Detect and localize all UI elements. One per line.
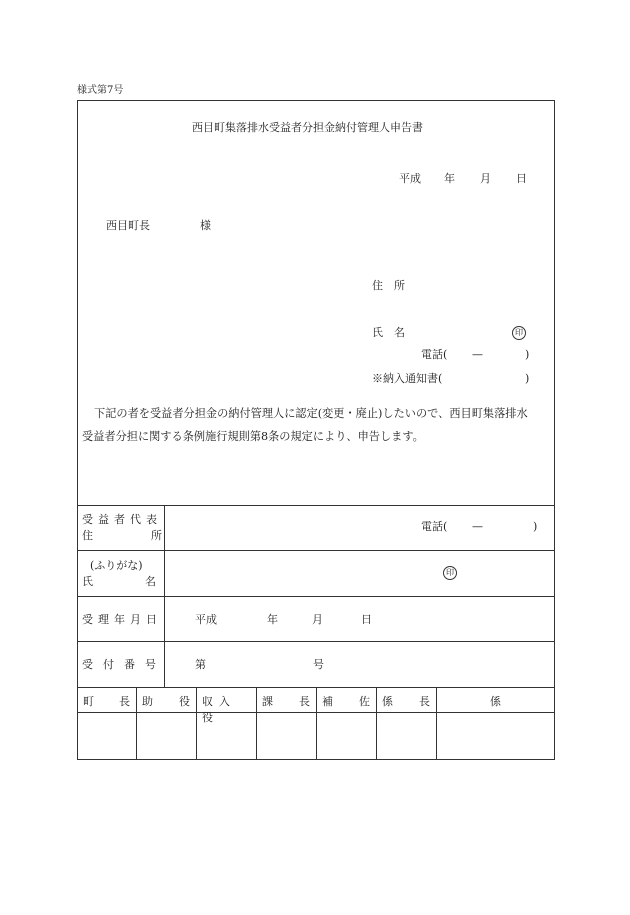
approval-label-deputy [136, 693, 196, 707]
furigana-label: (ふりがな) [90, 559, 143, 572]
applicant-phone-close: ) [525, 348, 530, 361]
approval-label-treasurer [196, 693, 256, 724]
name-seal-icon: 印 [443, 566, 457, 580]
applicant-address-label: 住 所 [372, 279, 405, 292]
notice-label: ※納入通知書( [372, 372, 443, 385]
body-line-1: 下記の者を受益者分担金の納付管理人に認定(変更・廃止)したいので、西目町集落排水 [94, 407, 528, 420]
approval-label-right: 長 [119, 695, 130, 708]
approval-label-left: 課 [262, 695, 273, 708]
approval-label-right: 役 [179, 695, 190, 708]
form-number: 様式第7号 [77, 85, 124, 96]
rep-phone-close: ) [533, 520, 538, 533]
receipt-label: 受理年月日 [82, 613, 162, 626]
approval-label-mayor [77, 693, 136, 707]
applicant-phone-label: 電話( [421, 348, 448, 361]
approval-label-right: 長 [419, 695, 430, 708]
approval-label-right: 佐 [359, 695, 370, 708]
rep-phone-label: 電話( [421, 520, 448, 533]
number-label: 受付番号 [82, 658, 166, 671]
table-line-2 [77, 550, 555, 551]
approval-label-left: 係 [382, 695, 393, 708]
approval-label-right: 長 [299, 695, 310, 708]
receipt-day: 日 [361, 613, 372, 626]
notice-close: ) [525, 372, 530, 385]
form-title: 西目町集落排水受益者分担金納付管理人申告書 [192, 121, 423, 134]
receipt-month: 月 [312, 613, 323, 626]
receipt-year: 年 [267, 613, 278, 626]
applicant-seal-icon: 印 [512, 326, 526, 340]
number-suffix: 号 [313, 658, 324, 671]
name-label: 氏名 [82, 575, 208, 588]
approval-label-left: 町 [83, 695, 94, 708]
date-day: 日 [516, 172, 527, 185]
addressee-honorific: 様 [200, 219, 211, 232]
approval-label-left: 収入役 [202, 695, 236, 724]
date-month: 月 [480, 172, 491, 185]
number-prefix: 第 [195, 658, 206, 671]
date-era: 平成 [399, 172, 421, 185]
applicant-name-label: 氏 名 [372, 326, 405, 339]
table-line-3 [77, 596, 555, 597]
approval-label-unit-chief [376, 693, 436, 707]
rep-phone-dash: — [472, 520, 483, 533]
applicant-phone-dash: — [472, 348, 483, 361]
addressee-name: 西目町長 [106, 219, 150, 232]
approval-label-left: 助 [142, 695, 153, 708]
approval-label-assistant [316, 693, 376, 707]
rep-label-2-text: 住所 [82, 529, 220, 542]
date-year: 年 [444, 172, 455, 185]
approval-label-section-chief [256, 693, 316, 707]
approval-label-staff [436, 693, 555, 707]
body-line-2: 受益者分担に関する条例施行規則第8条の規定により、申告します。 [82, 430, 424, 443]
approval-label-left: 補 [322, 695, 333, 708]
rep-label-1: 受益者代表 [82, 513, 162, 526]
table-line-4 [77, 641, 555, 642]
table-top-line [77, 505, 555, 506]
receipt-era: 平成 [195, 613, 217, 626]
approval-label-left: 係 [490, 695, 501, 708]
